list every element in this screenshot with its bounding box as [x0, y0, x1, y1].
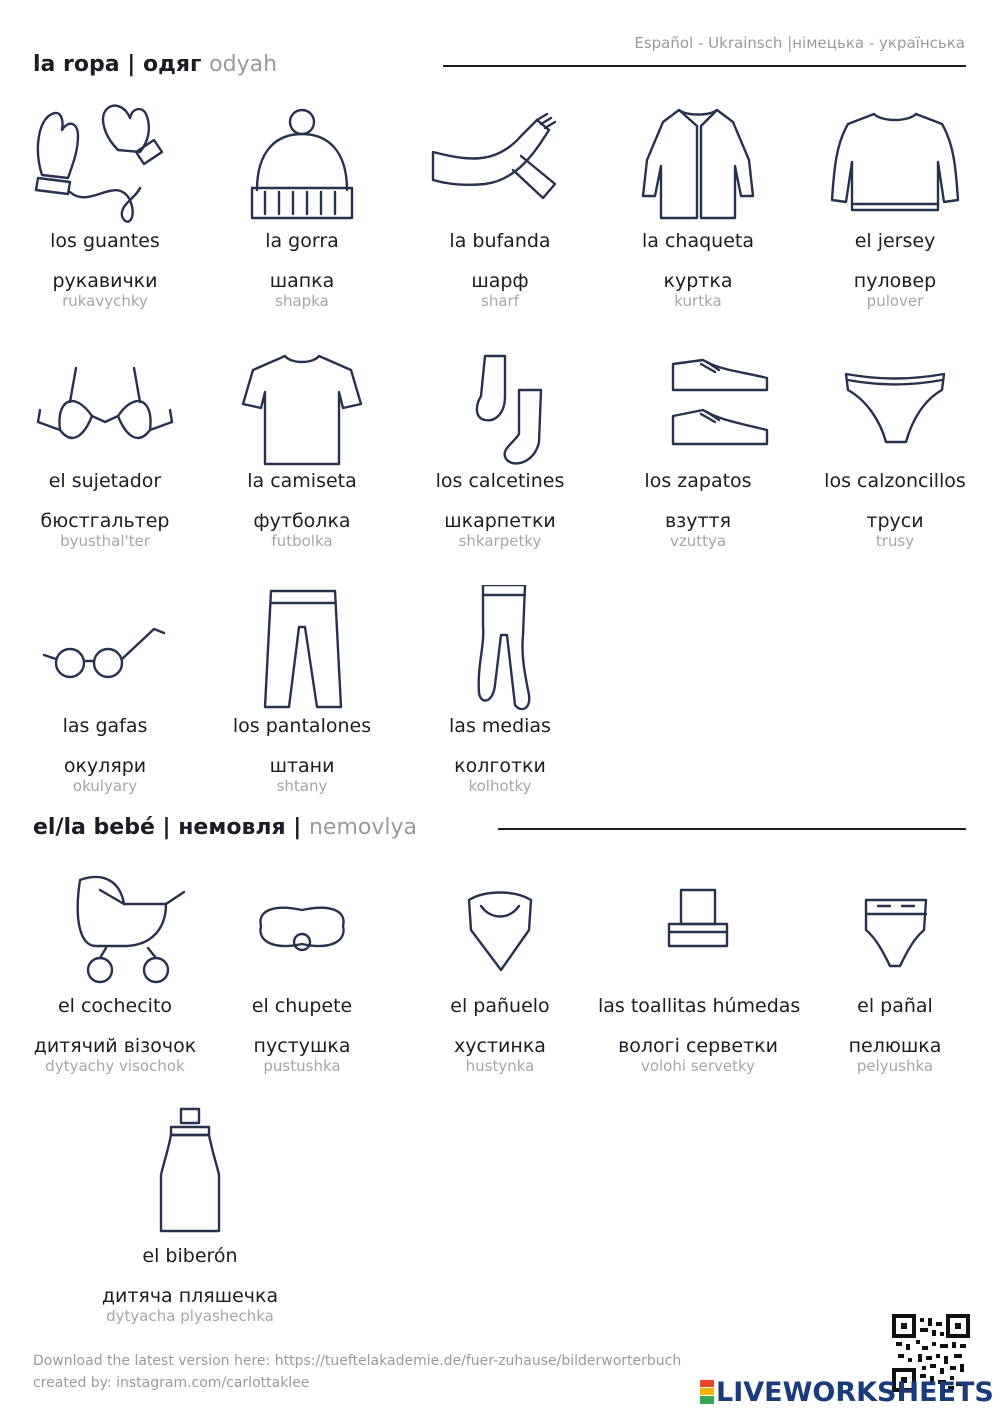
vocab-card — [400, 585, 600, 795]
vocab-card — [15, 870, 215, 1075]
spanish-word: la camiseta — [247, 470, 357, 492]
ukrainian-word: труси — [866, 510, 924, 532]
pacifier-icon — [227, 870, 377, 995]
section-title-text: la ropa | одяг — [33, 52, 202, 77]
socks-icon — [425, 350, 575, 470]
vocab-card — [400, 350, 600, 550]
section-title-translit: nemovlya — [308, 815, 417, 840]
transliteration: pustushka — [263, 1057, 341, 1075]
ukrainian-word: вологі серветки — [618, 1035, 778, 1057]
pram-icon — [40, 870, 190, 995]
vocab-card — [598, 870, 801, 1075]
trousers-icon — [227, 585, 377, 715]
ukrainian-word: шарф — [471, 270, 529, 292]
spanish-word: los calcetines — [435, 470, 565, 492]
section-divider — [498, 828, 966, 830]
transliteration: pelyushka — [856, 1057, 934, 1075]
underwear-icon — [820, 350, 970, 470]
spanish-word: el pañal — [857, 995, 933, 1017]
ukrainian-word: шапка — [269, 270, 335, 292]
ukrainian-word: куртка — [663, 270, 733, 292]
spanish-word: el chupete — [251, 995, 353, 1017]
ukrainian-word: хустинка — [454, 1035, 546, 1057]
spanish-word: el sujetador — [48, 470, 162, 492]
transliteration: futbolka — [271, 532, 333, 550]
spanish-word: la bufanda — [449, 230, 551, 252]
ukrainian-word: шкарпетки — [444, 510, 556, 532]
transliteration: kurtka — [674, 292, 722, 310]
ukrainian-word: рукавички — [52, 270, 158, 292]
download-note: Download the latest version here: https://tueftelakademie.de/fuer-zuhause/bilderworterbuch — [33, 1353, 682, 1369]
diaper-icon — [820, 870, 970, 995]
baby-bottle-icon — [115, 1105, 265, 1245]
transliteration: rukavychky — [62, 292, 148, 310]
transliteration: dytyacha plyashechka — [106, 1307, 274, 1325]
tights-icon — [425, 585, 575, 715]
vocab-card — [5, 585, 205, 795]
jacket-icon — [623, 100, 773, 230]
section-title-translit: odyah — [209, 52, 278, 77]
vocab-card — [795, 350, 995, 550]
glasses-icon — [30, 585, 180, 715]
shoes-icon — [623, 350, 773, 470]
ukrainian-word: бюстгальтер — [40, 510, 170, 532]
spanish-word: los guantes — [50, 230, 160, 252]
section-title-clothes — [33, 52, 277, 77]
ukrainian-word: пелюшка — [848, 1035, 942, 1057]
liveworksheets-logo — [700, 1377, 994, 1408]
vocab-card — [202, 585, 402, 795]
ukrainian-word: дитячий візочок — [33, 1035, 197, 1057]
ukrainian-word: штани — [269, 755, 335, 777]
vocab-card — [202, 870, 402, 1075]
spanish-word: el pañuelo — [450, 995, 550, 1017]
vocab-card — [202, 350, 402, 550]
transliteration: vzuttya — [669, 532, 727, 550]
ukrainian-word: футболка — [253, 510, 351, 532]
wet-wipes-icon — [623, 870, 773, 995]
creator-note: created by: instagram.com/carlottaklee — [33, 1375, 310, 1391]
ukrainian-word: взуття — [664, 510, 732, 532]
mittens-icon — [30, 100, 180, 230]
vocab-card — [90, 1105, 290, 1325]
spanish-word: los pantalones — [232, 715, 372, 737]
live-badge-icon — [700, 1380, 714, 1404]
vocab-card — [400, 100, 600, 310]
spanish-word: el cochecito — [57, 995, 173, 1017]
spanish-word: las toallitas húmedas — [598, 995, 801, 1017]
transliteration: dytyachy visochok — [45, 1057, 185, 1075]
sweater-icon — [820, 100, 970, 230]
section-divider — [443, 65, 966, 67]
spanish-word: los calzoncillos — [824, 470, 966, 492]
beanie-icon — [227, 100, 377, 230]
transliteration: byusthal'ter — [60, 532, 150, 550]
section-title-baby — [33, 815, 417, 840]
ukrainian-word: дитяча пляшечка — [101, 1285, 279, 1307]
transliteration: shkarpetky — [458, 532, 542, 550]
vocab-card — [5, 350, 205, 550]
spanish-word: las gafas — [62, 715, 148, 737]
spanish-word: la chaqueta — [642, 230, 754, 252]
tshirt-icon — [227, 350, 377, 470]
ukrainian-word: колготки — [454, 755, 546, 777]
ukrainian-word: пуловер — [853, 270, 937, 292]
transliteration: shapka — [275, 292, 329, 310]
scarf-icon — [425, 100, 575, 230]
vocab-card — [202, 100, 402, 310]
bandana-icon — [425, 870, 575, 995]
transliteration: hustynka — [465, 1057, 535, 1075]
spanish-word: el jersey — [854, 230, 936, 252]
spanish-word: la gorra — [265, 230, 339, 252]
vocab-card — [598, 350, 798, 550]
vocab-card — [400, 870, 600, 1075]
transliteration: shtany — [276, 777, 328, 795]
transliteration: kolhotky — [468, 777, 532, 795]
section-title-text: el/la bebé | немовля | — [33, 815, 302, 840]
vocab-card — [795, 870, 995, 1075]
transliteration: sharf — [481, 292, 519, 310]
brand-text: LIVEWORKSHEETS — [716, 1377, 994, 1408]
spanish-word: el biberón — [142, 1245, 238, 1267]
header-note: Español - Ukrainsch |німецька - українська — [634, 34, 965, 52]
transliteration: trusy — [875, 532, 915, 550]
transliteration: pulover — [866, 292, 924, 310]
ukrainian-word: пустушка — [253, 1035, 351, 1057]
ukrainian-word: окуляри — [63, 755, 147, 777]
vocab-card — [795, 100, 995, 310]
spanish-word: los zapatos — [644, 470, 752, 492]
transliteration: volohi servetky — [640, 1057, 756, 1075]
transliteration: okulyary — [72, 777, 138, 795]
spanish-word: las medias — [449, 715, 551, 737]
vocab-card — [5, 100, 205, 310]
bra-icon — [30, 350, 180, 470]
vocab-card — [598, 100, 798, 310]
